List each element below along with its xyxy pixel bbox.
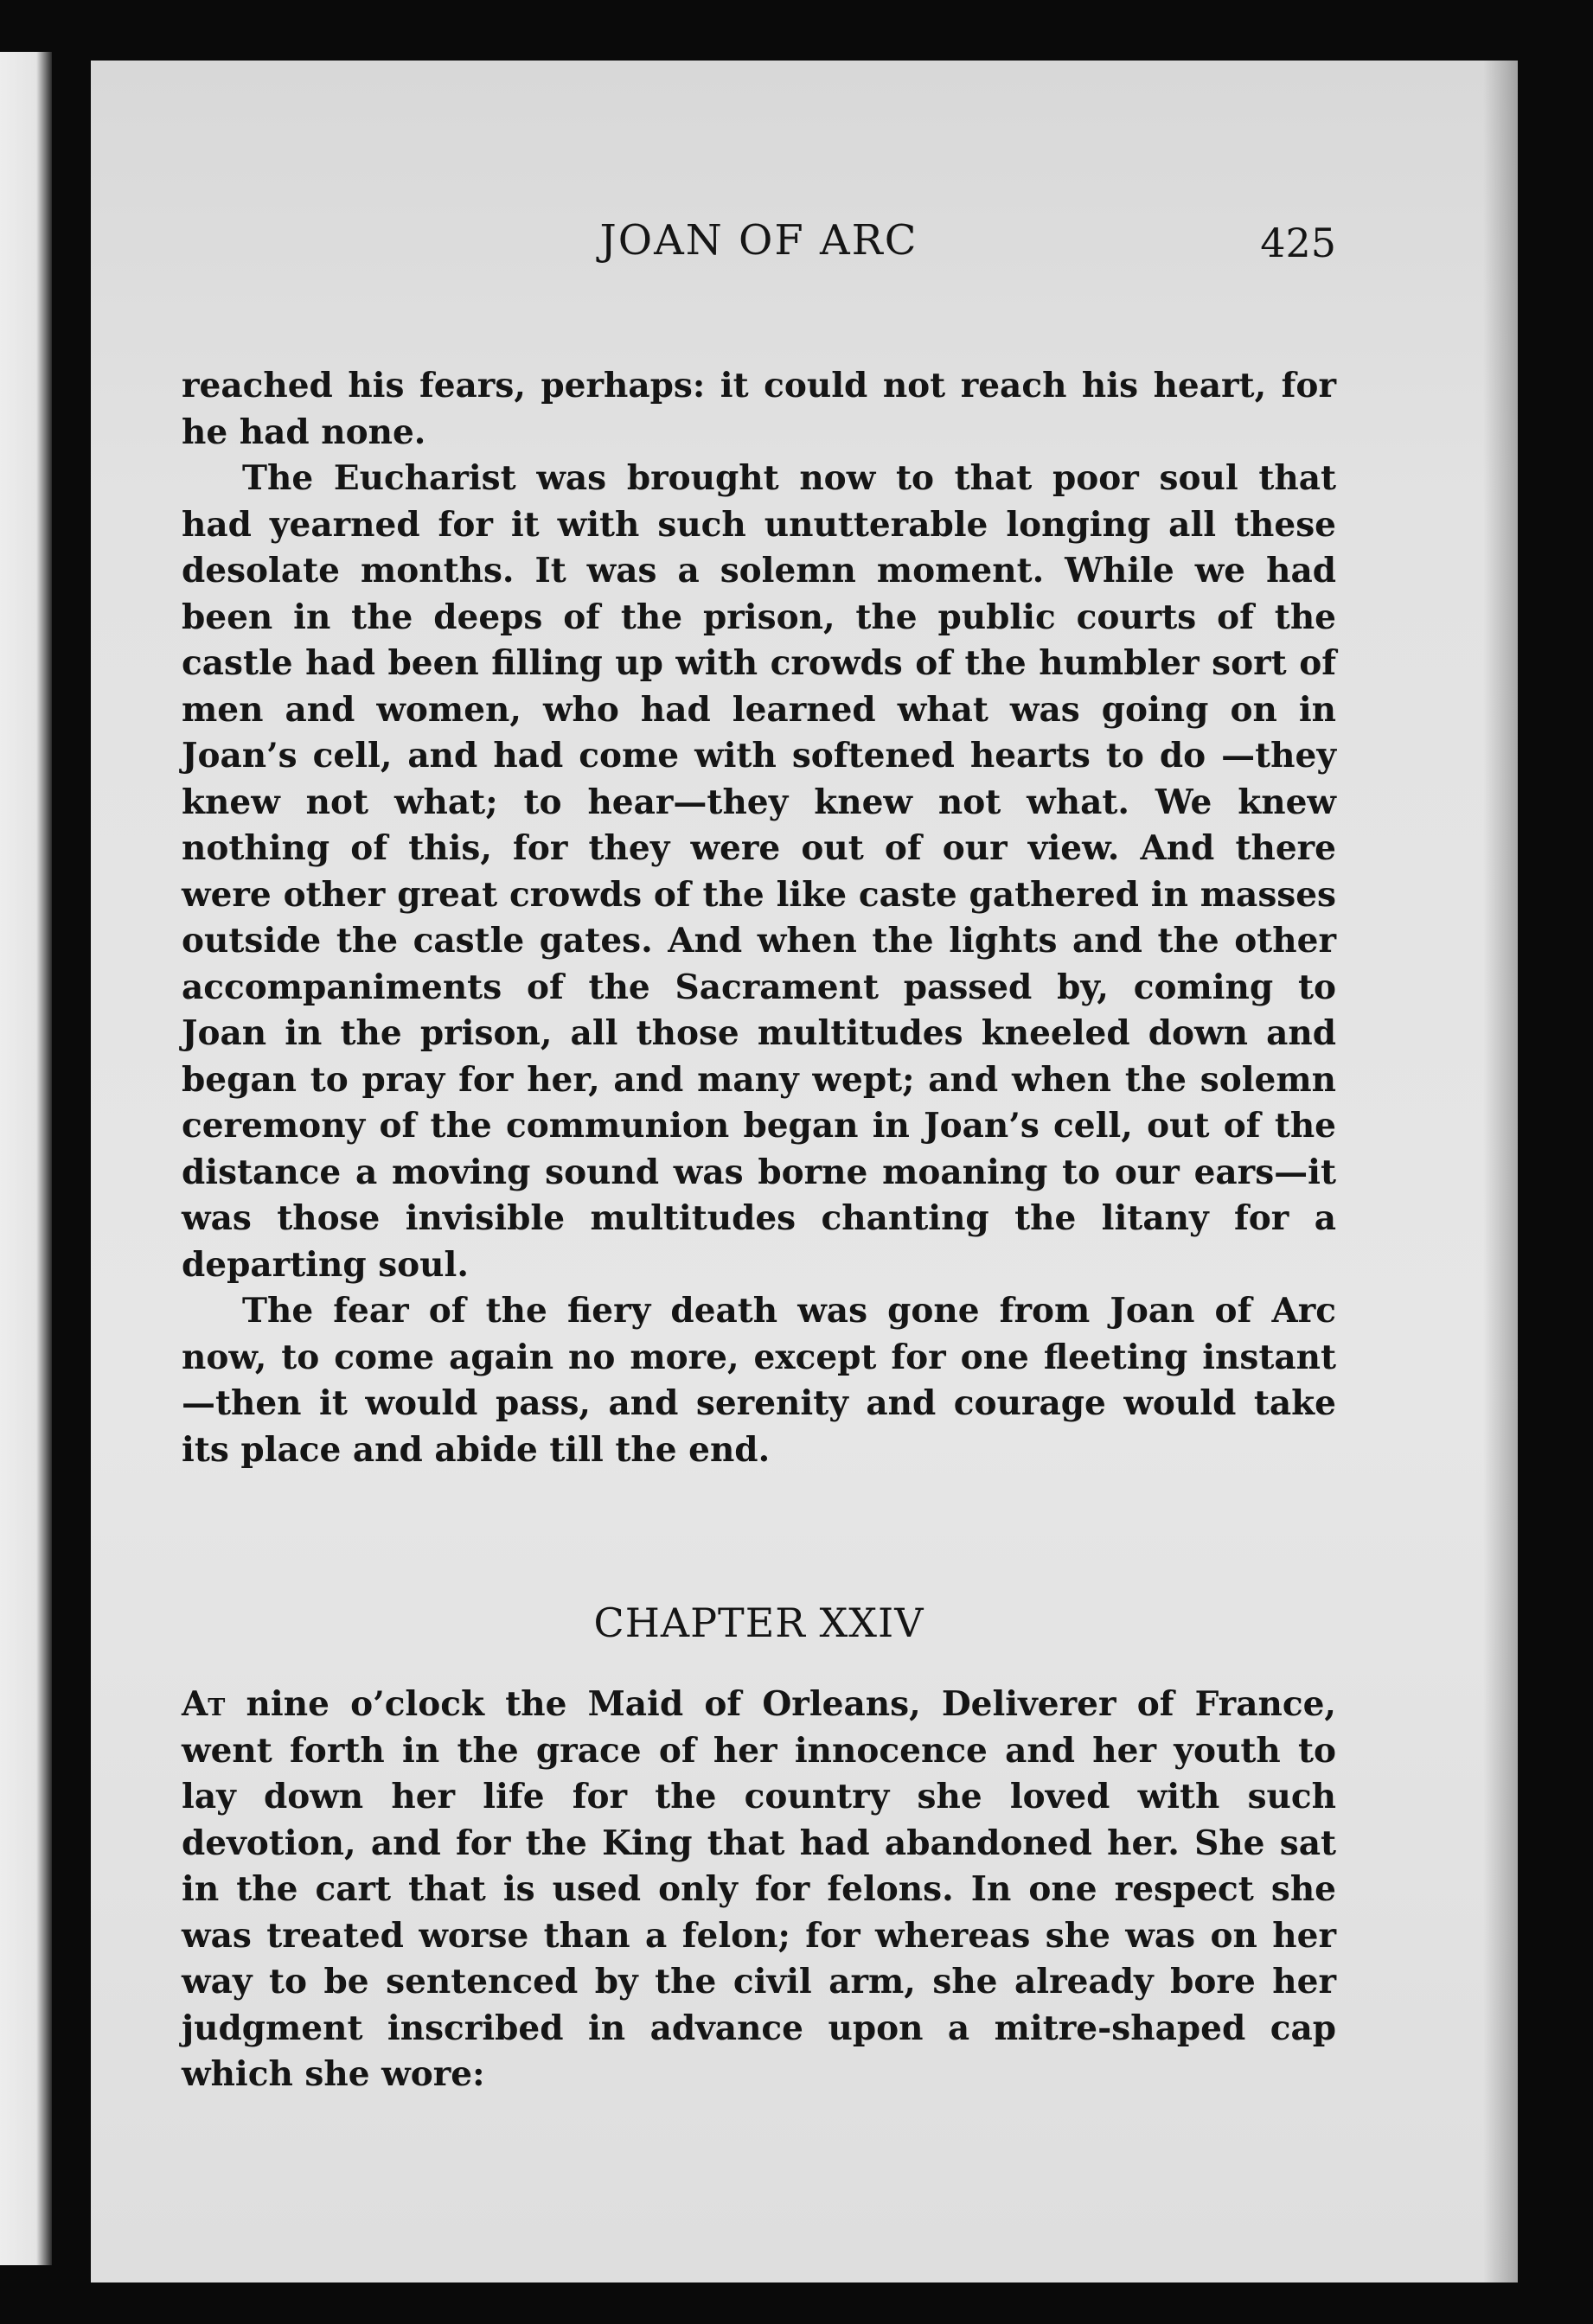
chapter-opening-paragraph: [182, 1682, 1336, 2098]
page-number: 425: [1260, 220, 1336, 266]
running-title: JOAN OF ARC: [599, 216, 918, 265]
chapter-body: [182, 1682, 1336, 2098]
adjacent-page-edge: [0, 52, 52, 2265]
chapter-opening-word: At: [182, 1684, 226, 1724]
page-gutter-shadow: [1483, 61, 1518, 2282]
body-text: [182, 363, 1336, 1473]
chapter-opening-text: nine o’clock the Maid of Orleans, Deliverer of France, went forth in the grace of her innocence and her youth to lay down her life for the country she loved with such devotion, and for the King that had abandoned her. She sat in the cart that is used only for felons. In one respect she was treated worse than a felon; for whereas she was on her way to be sentenced by the civil arm, she already bore her judgment inscribed in advance upon a mitre-shaped cap which she wore:: [182, 1684, 1336, 2094]
running-head: [182, 216, 1336, 277]
paragraph-fear: The fear of the fiery death was gone from Joan of Arc now, to come again no more, except for one fleeting instant—then it would pass, and serenity and courage would take its place and abide till the end.: [182, 1291, 1336, 1470]
paragraph-eucharist: The Eucharist was brought now to that poor soul that had yearned for it with such unutterable longing all these desolate months. It was a solemn moment. While we had been in the deeps of the prison, the public courts of the castle had been filling up with crowds of the humbler sort of men and women, who had learned what was going on in Joan’s cell, and had come with softened hearts to do —they knew not what; to hear—they knew not what. We knew nothing of this, for they were out of our view. And there were other great crowds of the like caste gathered in masses outside the castle gates. And when the lights and the other accompaniments of the Sacrament passed by, coming to Joan in the prison, all those multitudes kneeled down and began to pray for her, and many wept; and when the solemn ceremony of the communion began in Joan’s cell, out of the distance a moving sound was borne moaning to our ears—it was those invisible multitudes chanting the litany for a departing soul.: [182, 458, 1336, 1285]
book-page: [91, 61, 1518, 2282]
chapter-heading: CHAPTER XXIV: [593, 1599, 924, 1646]
paragraph-continuation: reached his fears, perhaps: it could not reach his heart, for he had none.: [182, 366, 1336, 452]
